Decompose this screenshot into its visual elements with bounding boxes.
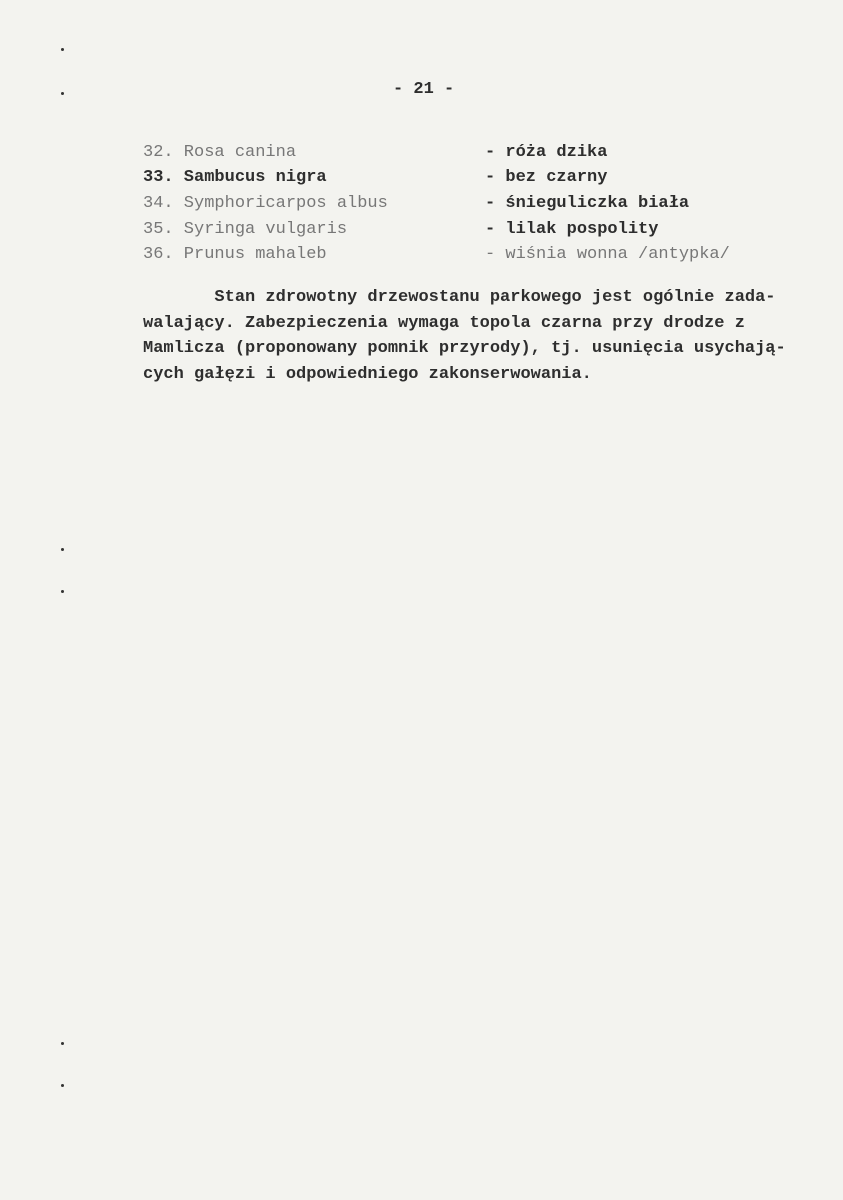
list-item	[143, 217, 659, 242]
margin-mark	[61, 1042, 64, 1045]
margin-mark	[61, 92, 64, 95]
latin-name: 33. Sambucus nigra	[143, 168, 327, 187]
page-number: - 21 -	[393, 80, 455, 99]
paragraph-line: Mamlicza (proponowany pomnik przyrody), tj. usunięcia usychają-	[143, 339, 786, 358]
list-item	[143, 140, 608, 165]
margin-mark	[61, 590, 64, 593]
polish-name: - lilak pospolity	[485, 220, 659, 239]
margin-mark	[61, 1084, 64, 1087]
paragraph-line: walający. Zabezpieczenia wymaga topola czarna przy drodze z	[143, 313, 745, 333]
latin-name: 36. Prunus mahaleb	[143, 245, 327, 264]
paragraph-line: cych gałęzi i odpowiedniego zakonserwowania.	[143, 364, 592, 384]
margin-mark	[61, 548, 64, 551]
latin-name: 32. Rosa canina	[143, 143, 297, 162]
list-item	[143, 242, 730, 267]
polish-name: - wiśnia wonna /antypka/	[485, 245, 730, 264]
polish-name: - śnieguliczka biała	[485, 194, 690, 213]
margin-mark	[61, 48, 64, 51]
health-paragraph	[143, 285, 786, 387]
latin-name: 34. Symphoricarpos albus	[143, 194, 388, 213]
list-item	[143, 165, 608, 190]
polish-name: - bez czarny	[485, 168, 608, 187]
latin-name: 35. Syringa vulgaris	[143, 220, 348, 239]
polish-name: - róża dzika	[485, 143, 608, 162]
list-item	[143, 191, 690, 216]
paragraph-line: Stan zdrowotny drzewostanu parkowego jest ogólnie zada-	[143, 288, 776, 307]
